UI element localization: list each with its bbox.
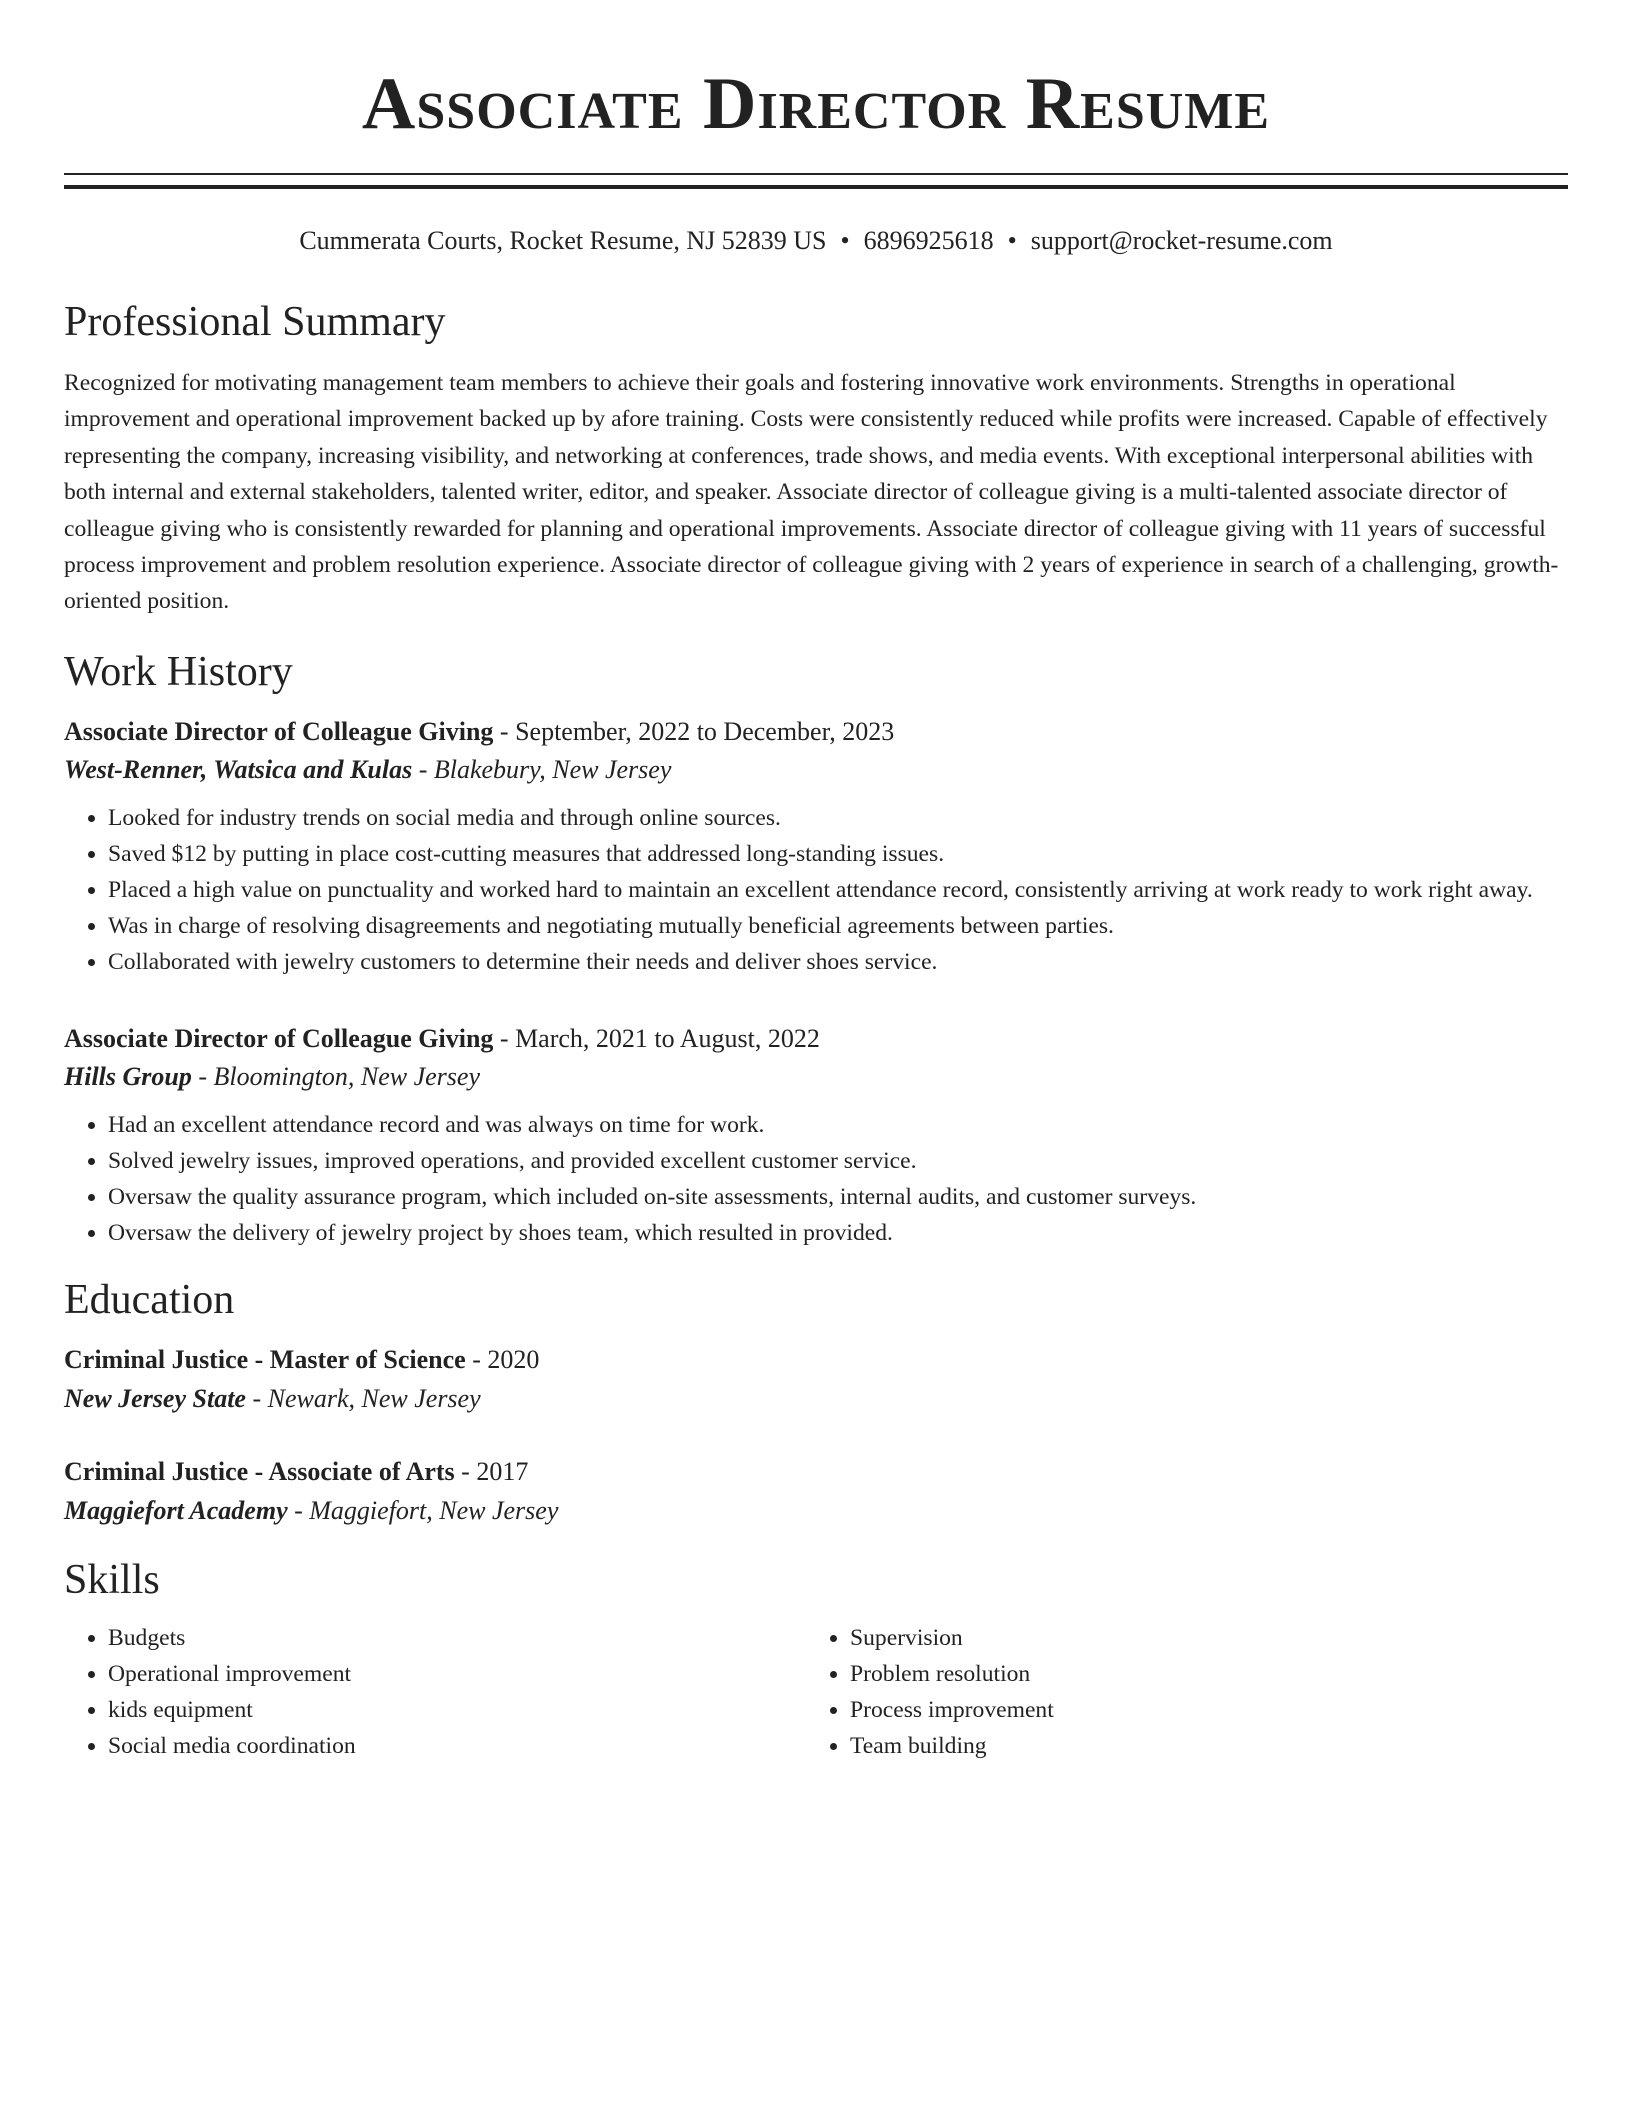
contact-separator: • [840, 226, 850, 255]
skill-item: • Supervision [850, 1620, 1568, 1656]
job-company-line [64, 1058, 1568, 1096]
degree-line [64, 1341, 1568, 1379]
section-heading: Work History [64, 648, 293, 695]
section-heading: Skills [64, 1556, 160, 1603]
title-double-rule [64, 173, 1568, 189]
skills-columns [64, 1620, 1568, 1764]
contact-address: Cummerata Courts, Rocket Resume, NJ 52839 US [299, 226, 827, 255]
job-company: West-Renner, Watsica and Kulas [64, 754, 413, 784]
job-company-line [64, 751, 1568, 789]
job-bullet: • Saved $12 by putting in place cost-cutting measures that addressed long-standing issues. [108, 836, 1568, 872]
job-title-line [64, 713, 1568, 751]
contact-email: support@rocket-resume.com [1030, 226, 1333, 255]
skill-item: • kids equipment [108, 1692, 806, 1728]
job-bullet: • Looked for industry trends on social media and through online sources. [108, 800, 1568, 836]
contact-phone: 6896925618 [863, 226, 994, 255]
resume-title: Associate Director Resume [361, 63, 1271, 145]
skill-item: • Operational improvement [108, 1656, 806, 1692]
job-title: Associate Director of Colleague Giving [64, 716, 494, 746]
job-entry [64, 713, 1568, 980]
job-bullet: • Solved jewelry issues, improved operations, and provided excellent customer service. [108, 1143, 1568, 1179]
skill-item: • Social media coordination [108, 1728, 806, 1764]
degree: Criminal Justice - Master of Science [64, 1344, 466, 1374]
education-entry [64, 1453, 1568, 1531]
job-bullet: • Placed a high value on punctuality and worked hard to maintain an excellent attendance record, consistently arriving at work ready to work right away. [108, 872, 1568, 908]
degree-line [64, 1453, 1568, 1491]
skills-section [64, 1555, 1568, 1764]
section-heading: Education [64, 1276, 235, 1323]
skill-item: • Team building [850, 1728, 1568, 1764]
section-heading: Professional Summary [64, 299, 446, 345]
school-name: New Jersey State [64, 1383, 246, 1413]
skills-list-left [64, 1620, 806, 1764]
work-history-section [64, 647, 1568, 1251]
job-entry [64, 1020, 1568, 1251]
professional-summary-section [64, 297, 1568, 620]
job-dates: - September, 2022 to December, 2023 [493, 716, 895, 746]
education-entry [64, 1341, 1568, 1419]
job-bullets [64, 800, 1568, 980]
summary-text: Recognized for motivating management team members to achieve their goals and fostering innovative work environments. Strengths in operational improvement and operational improvement backed up by afore training. Costs were consistently reduced while profits were increased. Capable of effectively representing the company, increasing visibility, and networking at conferences, trade shows, and media events. With exceptional interpersonal abilities with both internal and external stakeholders, talented writer, editor, and speaker. Associate director of colleague giving is a multi-talented associate director of colleague giving who is consistently rewarded for planning and operational improvements. Associate director of colleague giving with 11 years of successful process improvement and problem resolution experience. Associate director of colleague giving with 2 years of experience in search of a challenging, growth-oriented position. [64, 370, 1559, 615]
job-location: - Bloomington, New Jersey [191, 1061, 480, 1091]
skill-item: • Problem resolution [850, 1656, 1568, 1692]
job-bullet: • Was in charge of resolving disagreements and negotiating mutually beneficial agreements between parties. [108, 908, 1568, 944]
job-bullet: • Had an excellent attendance record and was always on time for work. [108, 1107, 1568, 1143]
school-line [64, 1491, 1568, 1531]
job-bullet: • Collaborated with jewelry customers to determine their needs and deliver shoes service. [108, 944, 1568, 980]
degree: Criminal Justice - Associate of Arts [64, 1456, 455, 1486]
job-location: - Blakebury, New Jersey [412, 754, 672, 784]
job-title-line [64, 1020, 1568, 1058]
graduation-year: - 2017 [454, 1456, 529, 1486]
job-company: Hills Group [64, 1061, 192, 1091]
school-name: Maggiefort Academy [64, 1495, 288, 1525]
school-location: - Maggiefort, New Jersey [287, 1495, 559, 1525]
job-bullets [64, 1107, 1568, 1251]
education-section [64, 1275, 1568, 1531]
contact-separator: • [1007, 226, 1017, 255]
school-line [64, 1379, 1568, 1419]
school-location: - Newark, New Jersey [245, 1383, 481, 1413]
skill-item: • Process improvement [850, 1692, 1568, 1728]
contact-line [64, 225, 1568, 257]
skills-list-right [806, 1620, 1568, 1764]
job-title: Associate Director of Colleague Giving [64, 1023, 494, 1053]
graduation-year: - 2020 [465, 1344, 540, 1374]
skill-item: • Budgets [108, 1620, 806, 1656]
job-bullet: • Oversaw the quality assurance program, which included on-site assessments, internal audits, and customer surveys. [108, 1179, 1568, 1215]
job-dates: - March, 2021 to August, 2022 [493, 1023, 820, 1053]
job-bullet: • Oversaw the delivery of jewelry project by shoes team, which resulted in provided. [108, 1215, 1568, 1251]
